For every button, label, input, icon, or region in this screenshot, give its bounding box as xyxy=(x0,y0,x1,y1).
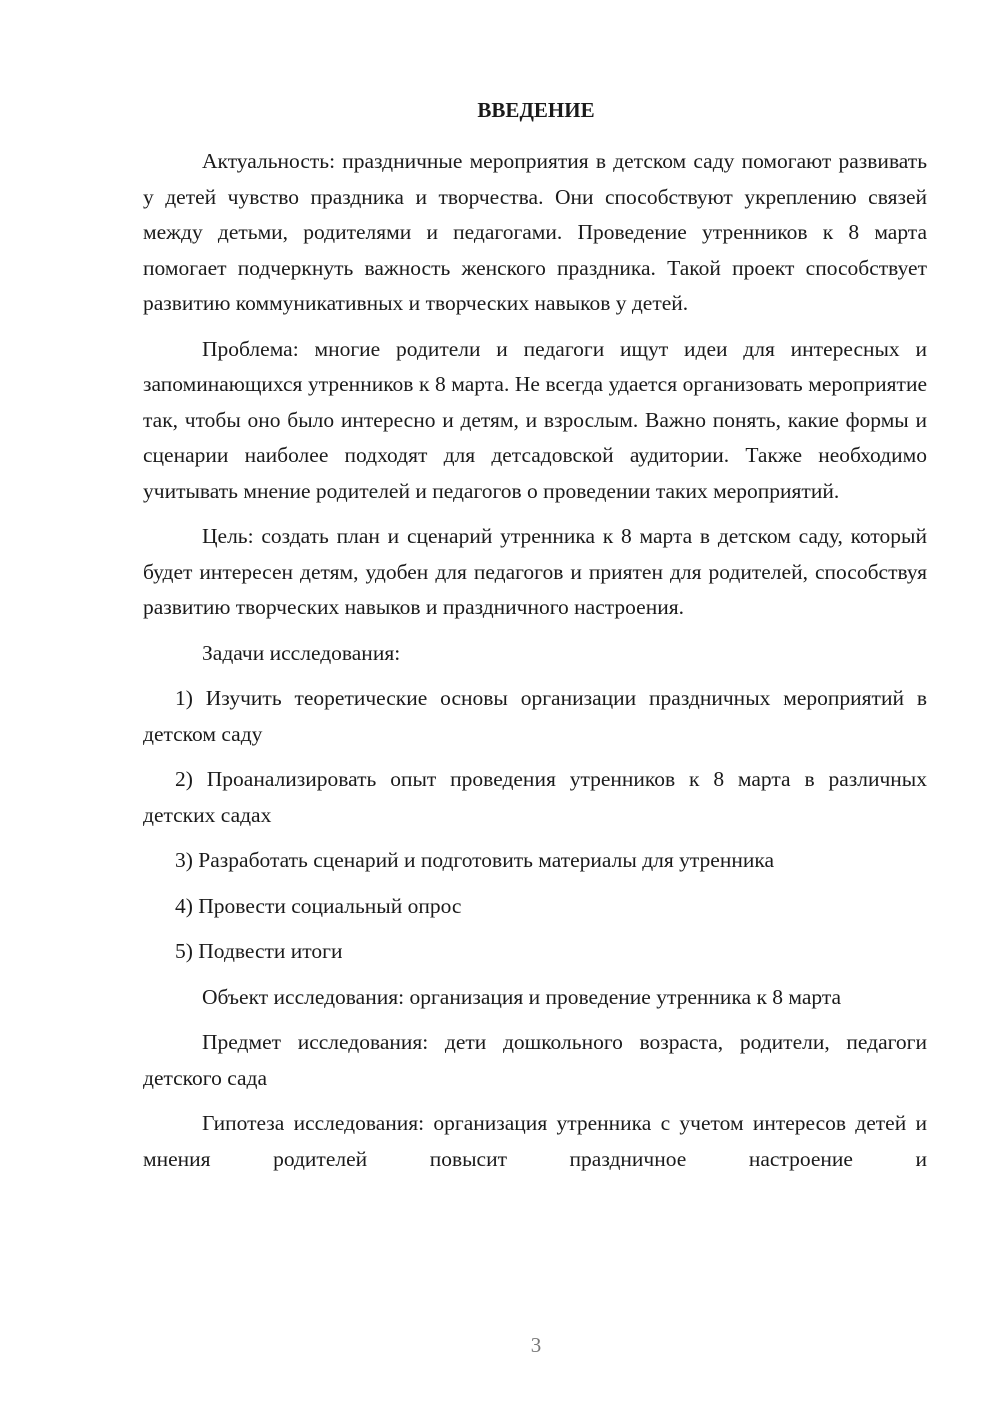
task-item: 1) Изучить теоретические основы организации праздничных мероприятий в детском саду xyxy=(143,686,927,746)
object-paragraph: Объект исследования: организация и проведение утренника к 8 марта xyxy=(202,984,842,1009)
tasks-heading: Задачи исследования: xyxy=(202,640,401,665)
task-item: 3) Разработать сценарий и подготовить материалы для утренника xyxy=(175,848,775,872)
subject-paragraph: Предмет исследования: дети дошкольного возраста, родители, педагоги детского сада xyxy=(143,1030,927,1090)
problem-paragraph: Проблема: многие родители и педагоги ищут идеи для интересных и запоминающихся утренников к 8 марта. Не всегда удается организовать мероприятие так, чтобы оно было интересно и детям, и взрослым. Важно понять, какие формы и сценарии наиболее подходят для детсадовской аудитории. Также необходимо учитывать мнение родителей и педагогов о проведении таких мероприятий. xyxy=(143,336,927,503)
page-title: ВВЕДЕНИЕ xyxy=(477,98,595,122)
task-item: 4) Провести социальный опрос xyxy=(175,893,462,918)
task-item: 2) Проанализировать опыт проведения утренников к 8 марта в различных детских садах xyxy=(143,767,927,827)
document-body xyxy=(143,144,927,1187)
hypothesis-paragraph: Гипотеза исследования: организация утренника с учетом интересов детей и мнения родителей повысит праздничное настроение и xyxy=(143,1111,927,1171)
goal-paragraph: Цель: создать план и сценарий утренника к 8 марта в детском саду, который будет интересен детям, удобен для педагогов и приятен для родителей, способствуя развитию творческих навыков и праздничного настроения. xyxy=(143,524,927,619)
page-number: 3 xyxy=(530,1333,542,1357)
task-item: 5) Подвести итоги xyxy=(175,939,343,963)
relevance-paragraph: Актуальность: праздничные мероприятия в детском саду помогают развивать у детей чувство праздника и творчества. Они способствуют укреплению связей между детьми, родителями и педагогами. Проведение утренников к 8 марта помогает подчеркнуть важность женского праздника. Такой проект способствует развитию коммуникативных и творческих навыков у детей. xyxy=(143,149,927,315)
